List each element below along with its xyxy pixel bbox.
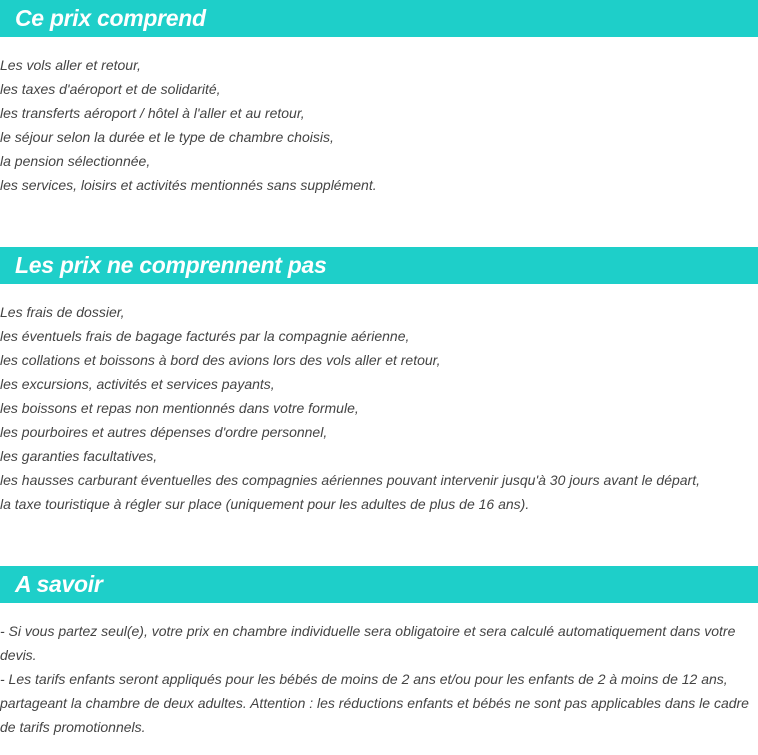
section-title: Les prix ne comprennent pas <box>15 252 327 278</box>
section-good-to-know <box>0 566 758 735</box>
list-item: les pourboires et autres dépenses d'ordre personnel, <box>0 424 328 440</box>
list-item: les taxes d'aéroport et de solidarité, <box>0 81 221 97</box>
list-item: les services, loisirs et activités mentionnés sans supplément. <box>0 177 377 193</box>
list-item: les collations et boissons à bord des avions lors des vols aller et retour, <box>0 352 441 368</box>
section-header <box>0 247 758 284</box>
section-header <box>0 0 758 37</box>
section-title: Ce prix comprend <box>15 5 206 31</box>
section-price-excludes <box>0 247 758 512</box>
excluded-list <box>0 300 700 516</box>
info-paragraphs <box>0 619 752 739</box>
included-list <box>0 53 377 197</box>
section-header <box>0 566 758 603</box>
section-title: A savoir <box>15 571 103 597</box>
list-item: les excursions, activités et services payants, <box>0 376 275 392</box>
list-item: Les vols aller et retour, <box>0 57 141 73</box>
list-item: les éventuels frais de bagage facturés par la compagnie aérienne, <box>0 328 410 344</box>
list-item: les boissons et repas non mentionnés dans votre formule, <box>0 400 359 416</box>
list-item: la pension sélectionnée, <box>0 153 151 169</box>
list-item: les garanties facultatives, <box>0 448 158 464</box>
list-item: le séjour selon la durée et le type de chambre choisis, <box>0 129 334 145</box>
info-paragraph: - Les tarifs enfants seront appliqués pour les bébés de moins de 2 ans et/ou pour les enfants de 2 à moins de 12 ans, partageant la chambre de deux adultes. Attention : les réductions enfants et bébés ne sont pas applicables dans le cadre de tarifs promotionnels. <box>0 671 749 735</box>
info-paragraph: - Si vous partez seul(e), votre prix en chambre individuelle sera obligatoire et sera calculé automatiquement dans votre devis. <box>0 623 736 663</box>
list-item: les transferts aéroport / hôtel à l'aller et au retour, <box>0 105 305 121</box>
list-item: Les frais de dossier, <box>0 304 125 320</box>
section-price-includes <box>0 0 758 193</box>
list-item: les hausses carburant éventuelles des compagnies aériennes pouvant intervenir jusqu'à 30 jours avant le départ, <box>0 472 700 488</box>
list-item: la taxe touristique à régler sur place (uniquement pour les adultes de plus de 16 ans). <box>0 496 530 512</box>
